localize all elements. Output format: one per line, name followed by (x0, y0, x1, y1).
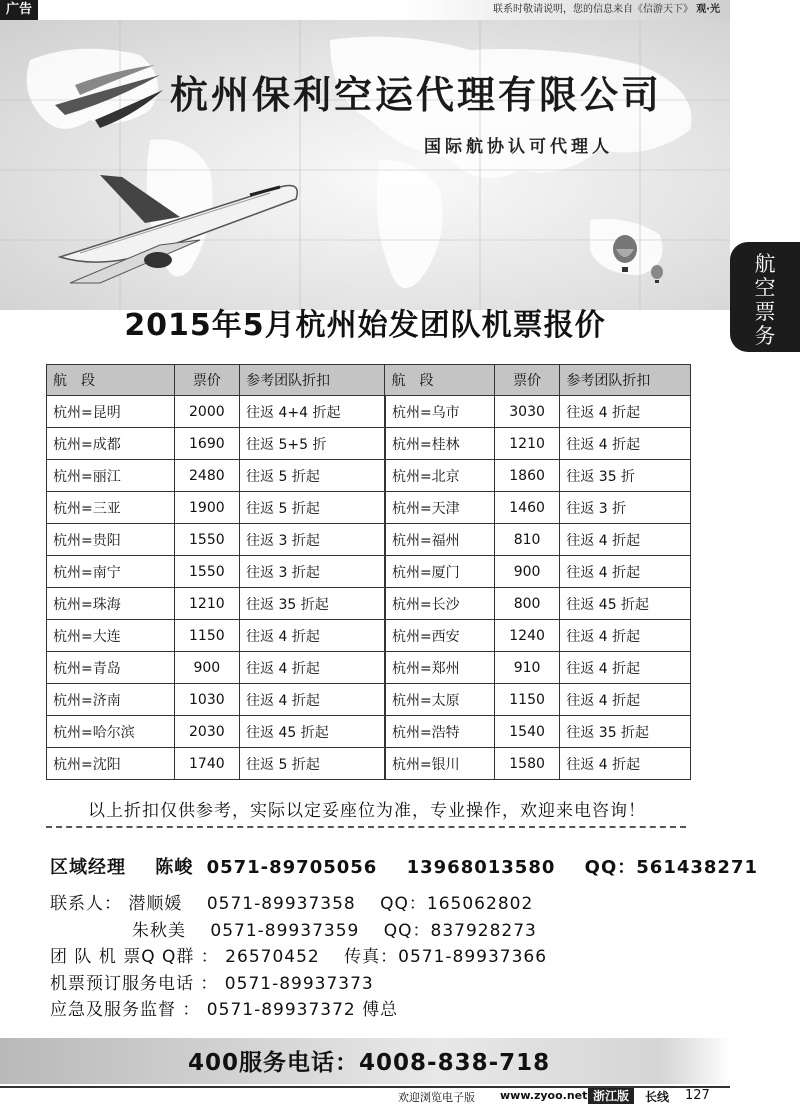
cell-route: 杭州=昆明 (47, 396, 175, 428)
table-row (47, 684, 691, 716)
cell-route: 杭州=沈阳 (47, 748, 175, 780)
contact-qq-1: QQ：165062802 (380, 894, 534, 914)
swoosh-logo-mark (55, 60, 165, 130)
column-header-route-2: 航 段 (385, 365, 494, 396)
cell-price-2: 1580 (494, 748, 560, 780)
manager-qq: QQ：561438271 (584, 857, 758, 878)
category-side-tab (730, 242, 800, 352)
hot-air-balloon-image (610, 235, 640, 275)
table-row (47, 556, 691, 588)
cell-price: 1030 (174, 684, 240, 716)
cell-price: 900 (174, 652, 240, 684)
cell-discount: 往返 3 折起 (240, 556, 385, 588)
contact-qq-2: QQ：837928273 (383, 920, 537, 941)
footer-section: 长线 (645, 1090, 670, 1104)
cell-route-2: 杭州=福州 (385, 524, 494, 556)
cell-route: 杭州=济南 (47, 684, 175, 716)
fax-number: 传真：0571-89937366 (344, 947, 548, 967)
cell-price-2: 900 (494, 556, 560, 588)
cell-price-2: 1240 (494, 620, 560, 652)
cell-discount: 往返 4 折起 (240, 684, 385, 716)
cell-discount: 往返 35 折起 (240, 588, 385, 620)
airplane-image (40, 165, 310, 285)
table-row (47, 748, 691, 780)
cell-price: 1900 (174, 492, 240, 524)
hotline-number: 400服务电话：4008-838-718 (188, 1050, 551, 1076)
cell-discount-2: 往返 4 折起 (560, 620, 691, 652)
footer-website: www.zyoo.net (500, 1089, 588, 1102)
cell-route-2: 杭州=天津 (385, 492, 494, 524)
cell-discount-2: 往返 4 折起 (560, 652, 691, 684)
regional-manager-line (50, 853, 758, 879)
contact-line-2 (50, 918, 547, 945)
cell-discount-2: 往返 4 折起 (560, 556, 691, 588)
cell-discount: 往返 4 折起 (240, 652, 385, 684)
manager-mobile: 13968013580 (406, 857, 556, 878)
table-row (47, 492, 691, 524)
cell-route-2: 杭州=银川 (385, 748, 494, 780)
category-label: 航空票务 (754, 252, 776, 348)
cell-route-2: 杭州=浩特 (385, 716, 494, 748)
page-number: 127 (685, 1088, 710, 1103)
cell-discount: 往返 4 折起 (240, 620, 385, 652)
cell-discount-2: 往返 4 折起 (560, 396, 691, 428)
column-header-route: 航 段 (47, 365, 175, 396)
group-qq: 团 队 机 票Q Q群 ： 26570452 (50, 947, 320, 967)
cell-route: 杭州=三亚 (47, 492, 175, 524)
top-header-strip (0, 0, 730, 21)
disclaimer-note: 以上折扣仅供参考，实际以定妥座位为准，专业操作，欢迎来电咨询！ (88, 801, 646, 821)
contact-phone-1: 0571-89937358 (206, 894, 356, 914)
dashed-divider (46, 826, 686, 828)
cell-route-2: 杭州=北京 (385, 460, 494, 492)
column-header-discount: 参考团队折扣 (240, 365, 385, 396)
cell-price-2: 3030 (494, 396, 560, 428)
group-qq-line (50, 944, 547, 971)
cell-price-2: 810 (494, 524, 560, 556)
cell-price: 1550 (174, 556, 240, 588)
column-header-price: 票价 (174, 365, 240, 396)
column-header-price-2: 票价 (494, 365, 560, 396)
footer-edition-badge: 浙江版 (588, 1088, 634, 1104)
cell-discount: 往返 5 折起 (240, 748, 385, 780)
cell-route: 杭州=成都 (47, 428, 175, 460)
contact-list (50, 891, 547, 1024)
source-note (493, 2, 720, 18)
cell-price: 1150 (174, 620, 240, 652)
cell-price-2: 800 (494, 588, 560, 620)
table-header-row (47, 365, 691, 396)
company-subtitle: 国际航协认可代理人 (424, 137, 613, 157)
contact-label: 联系人： (50, 894, 122, 914)
cell-price: 1210 (174, 588, 240, 620)
cell-discount-2: 往返 35 折 (560, 460, 691, 492)
hero-banner (0, 20, 730, 310)
cell-price: 2000 (174, 396, 240, 428)
cell-discount-2: 往返 4 折起 (560, 524, 691, 556)
table-row (47, 428, 691, 460)
contact-name-1: 潜顺媛 (128, 894, 183, 914)
cell-route-2: 杭州=西安 (385, 620, 494, 652)
table-row (47, 588, 691, 620)
cell-route-2: 杭州=郑州 (385, 652, 494, 684)
magazine-logo: 观·光 (696, 4, 720, 15)
manager-phone: 0571-89705056 (206, 857, 378, 878)
column-header-discount-2: 参考团队折扣 (560, 365, 691, 396)
table-row (47, 620, 691, 652)
cell-route: 杭州=大连 (47, 620, 175, 652)
hotline-bar (0, 1038, 730, 1084)
cell-discount-2: 往返 45 折起 (560, 588, 691, 620)
manager-name: 陈峻 (155, 857, 194, 878)
page-footer (0, 1086, 730, 1105)
cell-price-2: 1150 (494, 684, 560, 716)
table-row (47, 460, 691, 492)
cell-discount-2: 往返 3 折 (560, 492, 691, 524)
cell-price-2: 910 (494, 652, 560, 684)
promo-title: 2015年5月杭州始发团队机票报价 (124, 308, 606, 343)
cell-route: 杭州=南宁 (47, 556, 175, 588)
cell-price: 2030 (174, 716, 240, 748)
cell-route: 杭州=贵阳 (47, 524, 175, 556)
cell-price-2: 1540 (494, 716, 560, 748)
company-name: 杭州保利空运代理有限公司 (170, 72, 663, 117)
cell-discount: 往返 5+5 折 (240, 428, 385, 460)
cell-price: 1740 (174, 748, 240, 780)
cell-discount-2: 往返 4 折起 (560, 428, 691, 460)
cell-price-2: 1860 (494, 460, 560, 492)
booking-phone: 机票预订服务电话 ： 0571-89937373 (50, 973, 374, 994)
cell-route-2: 杭州=桂林 (385, 428, 494, 460)
cell-route-2: 杭州=太原 (385, 684, 494, 716)
footer-welcome: 欢迎浏览电子版 (398, 1091, 475, 1104)
cell-route-2: 杭州=长沙 (385, 588, 494, 620)
cell-price: 1690 (174, 428, 240, 460)
table-row (47, 716, 691, 748)
cell-route-2: 杭州=乌市 (385, 396, 494, 428)
cell-discount-2: 往返 4 折起 (560, 684, 691, 716)
cell-price-2: 1210 (494, 428, 560, 460)
table-row (47, 652, 691, 684)
table-row (47, 524, 691, 556)
cell-price: 1550 (174, 524, 240, 556)
cell-price: 2480 (174, 460, 240, 492)
bar-fade (660, 1038, 730, 1084)
cell-discount-2: 往返 4 折起 (560, 748, 691, 780)
cell-discount: 往返 5 折起 (240, 460, 385, 492)
manager-label: 区域经理 (50, 857, 126, 878)
fare-table-body (47, 396, 691, 780)
cell-discount: 往返 4+4 折起 (240, 396, 385, 428)
emergency-phone: 应急及服务监督 ： 0571-89937372 傅总 (50, 1000, 399, 1020)
source-note-text: 联系时敬请说明，您的信息来自《信游天下》 (493, 4, 693, 15)
table-row (47, 396, 691, 428)
cell-discount: 往返 45 折起 (240, 716, 385, 748)
fare-table (46, 364, 691, 780)
contact-phone-2: 0571-89937359 (210, 920, 360, 941)
cell-discount: 往返 5 折起 (240, 492, 385, 524)
cell-discount: 往返 3 折起 (240, 524, 385, 556)
cell-discount-2: 往返 35 折起 (560, 716, 691, 748)
cell-route: 杭州=珠海 (47, 588, 175, 620)
contact-name-2: 朱秋美 (132, 920, 186, 941)
small-balloon-image (650, 265, 664, 285)
cell-route: 杭州=哈尔滨 (47, 716, 175, 748)
ad-tag: 广告 (0, 0, 38, 20)
cell-route: 杭州=丽江 (47, 460, 175, 492)
contact-line-1 (50, 891, 547, 918)
cell-price-2: 1460 (494, 492, 560, 524)
cell-route: 杭州=青岛 (47, 652, 175, 684)
cell-route-2: 杭州=厦门 (385, 556, 494, 588)
